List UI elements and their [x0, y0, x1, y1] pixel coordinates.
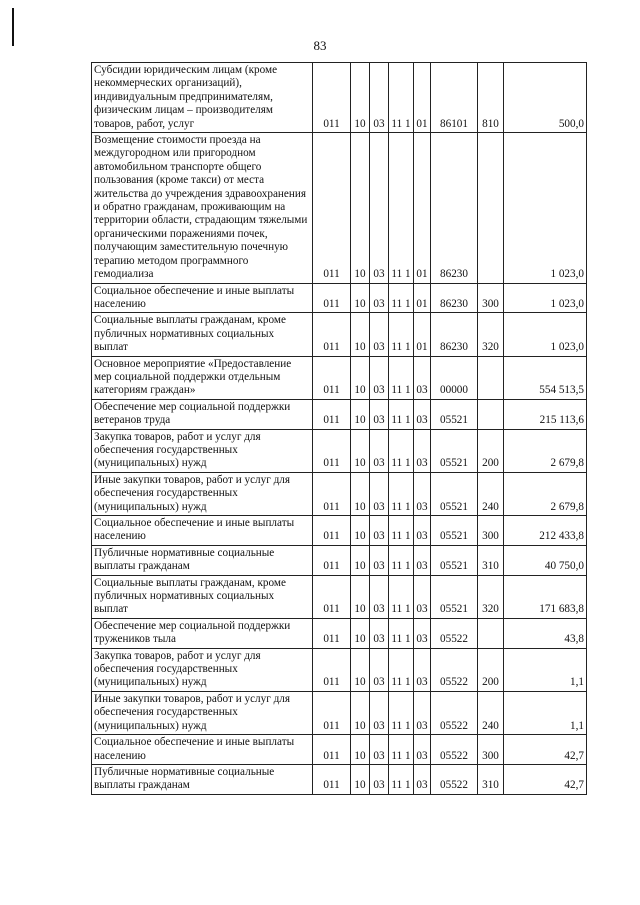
row-name: Социальные выплаты гражданам, кроме публичных нормативных социальных выплат [92, 313, 313, 356]
subsection-code: 03 [370, 472, 389, 515]
subprogram-code: 03 [414, 356, 431, 399]
subsection-code: 03 [370, 545, 389, 575]
program-code: 11 1 [389, 764, 414, 794]
ministry-code: 011 [313, 283, 351, 313]
amount: 43,8 [504, 618, 587, 648]
subsection-code: 03 [370, 575, 389, 618]
program-code: 11 1 [389, 575, 414, 618]
ministry-code: 011 [313, 648, 351, 691]
subsection-code: 03 [370, 764, 389, 794]
direction-code: 05522 [431, 735, 478, 765]
subprogram-code: 03 [414, 735, 431, 765]
section-code: 10 [351, 764, 370, 794]
ministry-code: 011 [313, 764, 351, 794]
section-code: 10 [351, 648, 370, 691]
row-name: Основное мероприятие «Предоставление мер социальной поддержки отдельным категориям граждан» [92, 356, 313, 399]
page-number: 83 [313, 38, 327, 53]
program-code: 11 1 [389, 63, 414, 133]
row-name: Обеспечение мер социальной поддержки тружеников тыла [92, 618, 313, 648]
table-row [92, 472, 587, 515]
row-name: Публичные нормативные социальные выплаты гражданам [92, 545, 313, 575]
section-code: 10 [351, 133, 370, 283]
section-code: 10 [351, 575, 370, 618]
expense-type-code: 300 [478, 735, 504, 765]
expense-type-code: 810 [478, 63, 504, 133]
direction-code: 05521 [431, 399, 478, 429]
ministry-code: 011 [313, 356, 351, 399]
direction-code: 00000 [431, 356, 478, 399]
expense-type-code [478, 356, 504, 399]
table-row [92, 516, 587, 546]
amount: 215 113,6 [504, 399, 587, 429]
expense-type-code: 310 [478, 545, 504, 575]
amount: 500,0 [504, 63, 587, 133]
amount: 2 679,8 [504, 472, 587, 515]
table-row [92, 764, 587, 794]
subprogram-code: 01 [414, 313, 431, 356]
direction-code: 05521 [431, 516, 478, 546]
expense-type-code: 240 [478, 691, 504, 734]
direction-code: 86230 [431, 283, 478, 313]
program-code: 11 1 [389, 283, 414, 313]
direction-code: 05522 [431, 648, 478, 691]
table-row [92, 429, 587, 472]
amount: 212 433,8 [504, 516, 587, 546]
table-row [92, 283, 587, 313]
ministry-code: 011 [313, 63, 351, 133]
table-row [92, 618, 587, 648]
row-name: Иные закупки товаров, работ и услуг для обеспечения государственных (муниципальных) нужд [92, 691, 313, 734]
expense-type-code: 200 [478, 648, 504, 691]
subsection-code: 03 [370, 356, 389, 399]
direction-code: 86101 [431, 63, 478, 133]
direction-code: 86230 [431, 133, 478, 283]
direction-code: 86230 [431, 313, 478, 356]
program-code: 11 1 [389, 429, 414, 472]
section-code: 10 [351, 545, 370, 575]
section-code: 10 [351, 691, 370, 734]
budget-table-body [92, 63, 587, 795]
ministry-code: 011 [313, 545, 351, 575]
ministry-code: 011 [313, 429, 351, 472]
ministry-code: 011 [313, 516, 351, 546]
amount: 1 023,0 [504, 283, 587, 313]
direction-code: 05521 [431, 575, 478, 618]
section-code: 10 [351, 472, 370, 515]
subsection-code: 03 [370, 648, 389, 691]
amount: 171 683,8 [504, 575, 587, 618]
expense-type-code [478, 618, 504, 648]
amount: 554 513,5 [504, 356, 587, 399]
program-code: 11 1 [389, 545, 414, 575]
program-code: 11 1 [389, 735, 414, 765]
subprogram-code: 03 [414, 691, 431, 734]
program-code: 11 1 [389, 472, 414, 515]
amount: 40 750,0 [504, 545, 587, 575]
subprogram-code: 03 [414, 545, 431, 575]
expense-type-code: 310 [478, 764, 504, 794]
subsection-code: 03 [370, 618, 389, 648]
section-code: 10 [351, 618, 370, 648]
subprogram-code: 03 [414, 516, 431, 546]
row-name: Возмещение стоимости проезда на междугородном или пригородном автомобильном транспорте общего пользования (кроме такси) от места жительства до учреждения здравоохранения и обратно гражданам, проживающим на территории области, страдающим тяжелыми органическими поражениями почек, получающим заместительную почечную терапию методом программного гемодиализа [92, 133, 313, 283]
table-row [92, 545, 587, 575]
expense-type-code [478, 399, 504, 429]
ministry-code: 011 [313, 472, 351, 515]
program-code: 11 1 [389, 691, 414, 734]
subprogram-code: 03 [414, 764, 431, 794]
ministry-code: 011 [313, 133, 351, 283]
row-name: Закупка товаров, работ и услуг для обеспечения государственных (муниципальных) нужд [92, 429, 313, 472]
direction-code: 05522 [431, 618, 478, 648]
table-row [92, 575, 587, 618]
ministry-code: 011 [313, 735, 351, 765]
budget-table [91, 62, 587, 795]
section-code: 10 [351, 283, 370, 313]
expense-type-code: 300 [478, 516, 504, 546]
subsection-code: 03 [370, 735, 389, 765]
section-code: 10 [351, 313, 370, 356]
section-code: 10 [351, 429, 370, 472]
direction-code: 05521 [431, 545, 478, 575]
expense-type-code: 240 [478, 472, 504, 515]
subprogram-code: 01 [414, 63, 431, 133]
subprogram-code: 03 [414, 648, 431, 691]
row-name: Социальные выплаты гражданам, кроме публичных нормативных социальных выплат [92, 575, 313, 618]
table-row [92, 691, 587, 734]
section-code: 10 [351, 63, 370, 133]
section-code: 10 [351, 399, 370, 429]
subsection-code: 03 [370, 429, 389, 472]
section-code: 10 [351, 516, 370, 546]
row-name: Обеспечение мер социальной поддержки ветеранов труда [92, 399, 313, 429]
expense-type-code: 200 [478, 429, 504, 472]
expense-type-code: 320 [478, 313, 504, 356]
expense-type-code [478, 133, 504, 283]
section-code: 10 [351, 735, 370, 765]
table-row [92, 399, 587, 429]
table-row [92, 648, 587, 691]
amount: 1 023,0 [504, 313, 587, 356]
row-name: Иные закупки товаров, работ и услуг для обеспечения государственных (муниципальных) нужд [92, 472, 313, 515]
expense-type-code: 300 [478, 283, 504, 313]
amount: 1,1 [504, 648, 587, 691]
ministry-code: 011 [313, 618, 351, 648]
row-name: Социальное обеспечение и иные выплаты населению [92, 283, 313, 313]
table-row [92, 133, 587, 283]
program-code: 11 1 [389, 618, 414, 648]
amount: 1,1 [504, 691, 587, 734]
ministry-code: 011 [313, 313, 351, 356]
program-code: 11 1 [389, 133, 414, 283]
subsection-code: 03 [370, 399, 389, 429]
program-code: 11 1 [389, 648, 414, 691]
subsection-code: 03 [370, 283, 389, 313]
table-row [92, 63, 587, 133]
amount: 2 679,8 [504, 429, 587, 472]
subsection-code: 03 [370, 63, 389, 133]
table-row [92, 313, 587, 356]
subprogram-code: 01 [414, 133, 431, 283]
subsection-code: 03 [370, 691, 389, 734]
direction-code: 05521 [431, 429, 478, 472]
row-name: Публичные нормативные социальные выплаты гражданам [92, 764, 313, 794]
expense-type-code: 320 [478, 575, 504, 618]
table-row [92, 356, 587, 399]
subprogram-code: 03 [414, 472, 431, 515]
program-code: 11 1 [389, 356, 414, 399]
row-name: Социальное обеспечение и иные выплаты населению [92, 516, 313, 546]
subprogram-code: 03 [414, 575, 431, 618]
amount: 42,7 [504, 735, 587, 765]
ministry-code: 011 [313, 691, 351, 734]
subprogram-code: 03 [414, 399, 431, 429]
ministry-code: 011 [313, 575, 351, 618]
subprogram-code: 01 [414, 283, 431, 313]
amount: 1 023,0 [504, 133, 587, 283]
program-code: 11 1 [389, 516, 414, 546]
ministry-code: 011 [313, 399, 351, 429]
program-code: 11 1 [389, 399, 414, 429]
direction-code: 05522 [431, 691, 478, 734]
subsection-code: 03 [370, 133, 389, 283]
row-name: Социальное обеспечение и иные выплаты населению [92, 735, 313, 765]
row-name: Субсидии юридическим лицам (кроме некоммерческих организаций), индивидуальным предпринимателям, физическим лицам – производителям товаров, работ, услуг [92, 63, 313, 133]
section-code: 10 [351, 356, 370, 399]
row-name: Закупка товаров, работ и услуг для обеспечения государственных (муниципальных) нужд [92, 648, 313, 691]
direction-code: 05522 [431, 764, 478, 794]
direction-code: 05521 [431, 472, 478, 515]
table-row [92, 735, 587, 765]
program-code: 11 1 [389, 313, 414, 356]
amount: 42,7 [504, 764, 587, 794]
subprogram-code: 03 [414, 429, 431, 472]
subsection-code: 03 [370, 516, 389, 546]
subsection-code: 03 [370, 313, 389, 356]
subprogram-code: 03 [414, 618, 431, 648]
